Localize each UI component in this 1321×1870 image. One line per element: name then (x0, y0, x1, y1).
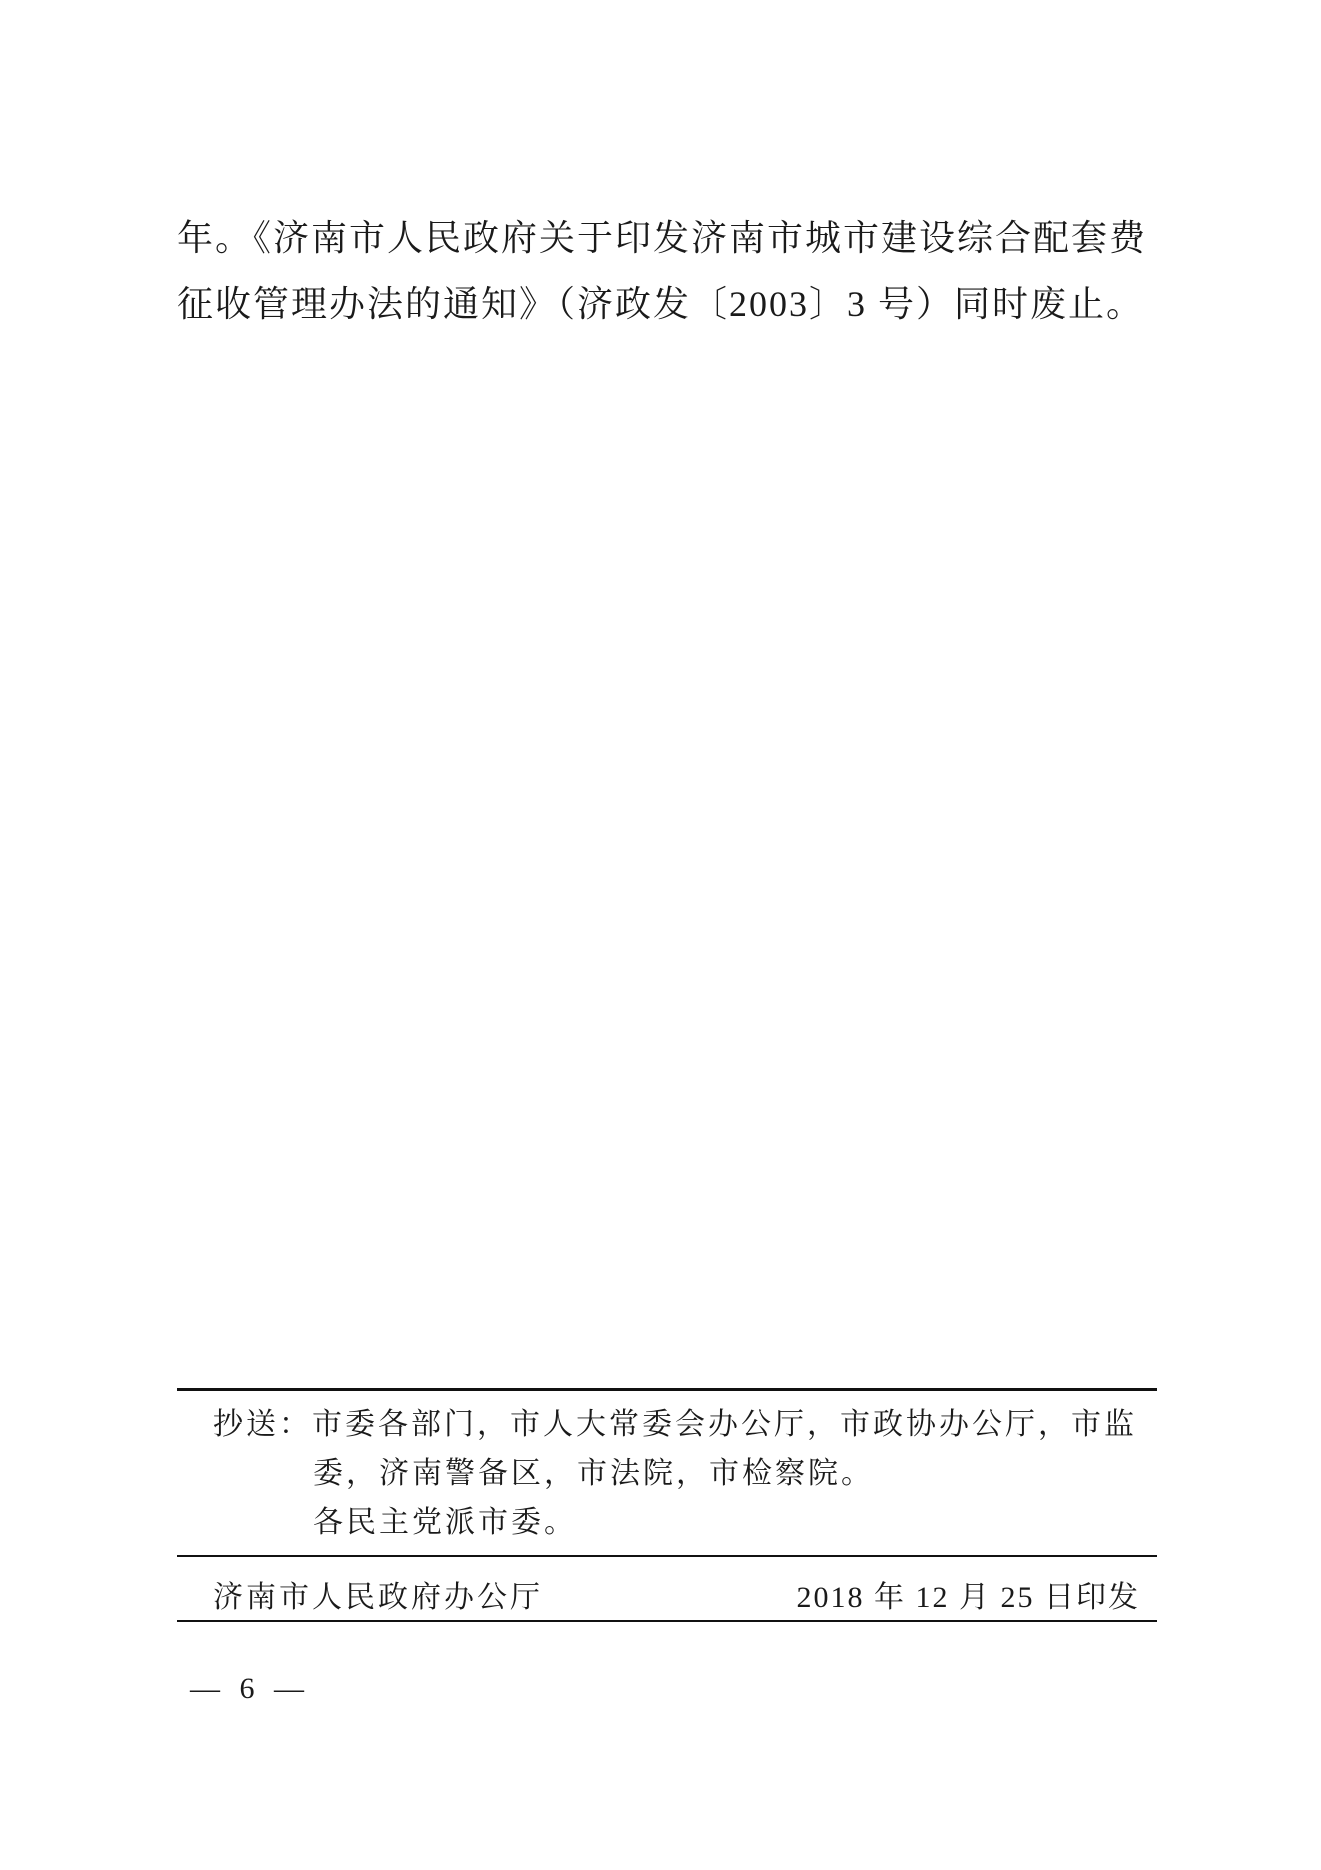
cc-box-middle-rule (177, 1555, 1157, 1557)
cc-box-bottom-rule (177, 1620, 1157, 1622)
copy-to-line: 抄送：市委各部门，市人大常委会办公厅，市政协办公厅，市监 (213, 1408, 1137, 1441)
issuer-row (213, 1572, 1140, 1616)
body-text-line: 征收管理办法的通知》（济政发〔2003〕3 号）同时废止。 (177, 284, 1145, 324)
body-text-line: 年。《济南市人民政府关于印发济南市城市建设综合配套费 (177, 218, 1148, 258)
copy-to-line: 各民主党派市委。 (313, 1506, 577, 1539)
copy-to-block (213, 1400, 1173, 1547)
copy-to-line: 委，济南警备区，市法院，市检察院。 (313, 1457, 874, 1490)
body-paragraph (177, 205, 1177, 337)
page-number: — 6 — (190, 1672, 310, 1705)
issuer-name: 济南市人民政府办公厅 (213, 1581, 543, 1614)
print-date: 2018 年 12 月 25 日印发 (796, 1581, 1140, 1614)
cc-box-top-rule (177, 1388, 1157, 1391)
